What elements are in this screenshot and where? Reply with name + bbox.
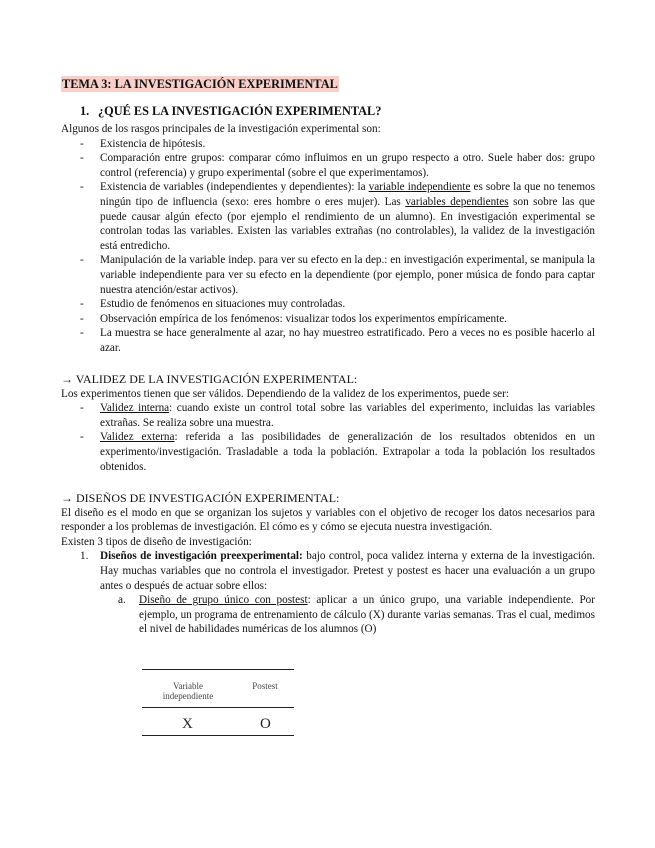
table-cell-x: X: [182, 716, 193, 732]
list-item: - Validez interna: cuando existe un control total sobre las variables del experimento, incluidas las variables extrañas. Se realiza sobre una muestra.: [61, 401, 595, 430]
list-item: - Estudio de fenómenos en situaciones muy controladas.: [61, 297, 595, 312]
term-preexperimental: Diseños de investigación preexperimental:: [100, 550, 303, 563]
section-1-list: [61, 137, 595, 356]
list-item: - Comparación entre grupos: comparar cómo influimos en un grupo respecto a otro. Suele haber dos: grupo control (referencia) y grupo experimental (sobre el que experimentamos).: [61, 151, 595, 180]
list-marker: 1.: [80, 550, 89, 563]
table-header-postest: Postest: [252, 681, 278, 691]
term-grupo-unico-postest: Diseño de grupo único con postest: [139, 594, 308, 607]
list-item: - La muestra se hace generalmente al azar, no hay muestreo estratificado. Pero a veces no es posible hacerlo al azar.: [61, 326, 595, 355]
section-2-body: [61, 372, 595, 474]
term-validez-externa: Validez externa: [100, 431, 175, 444]
list-item: - Existencia de hipótesis.: [61, 137, 595, 152]
table-cell-o: O: [260, 716, 271, 732]
section-3-body: [61, 491, 595, 637]
section-1-heading-text: ¿QUÉ ES LA INVESTIGACIÓN EXPERIMENTAL?: [98, 104, 382, 118]
section-2-heading: → VALIDEZ DE LA INVESTIGACIÓN EXPERIMENTAL:: [61, 372, 358, 386]
section-1-intro: Algunos de los rasgos principales de la investigación experimental son:: [61, 123, 381, 135]
list-item: - Observación empírica de los fenómenos: visualizar todos los experimentos empíricamente.: [61, 312, 595, 327]
sub-list: [100, 593, 595, 637]
section-1-number: 1.: [80, 104, 90, 118]
section-2-list: [61, 401, 595, 474]
table-top-rule: [142, 669, 294, 670]
section-1-heading: [80, 103, 381, 119]
design-table: [142, 669, 294, 737]
list-item: - Validez externa: referida a las posibilidades de generalización de los resultados obtenidos en un experimento/investigación. Trasladable a toda la población. Extrapolar a toda la población los resultados obtenidos.: [61, 430, 595, 474]
term-variable-independiente: variable independiente: [368, 181, 471, 194]
term-validez-interna: Validez interna: [100, 402, 170, 415]
section-3-types-intro: Existen 3 tipos de diseño de investigación:: [61, 535, 252, 548]
term-variables-dependientes: variables dependientes: [405, 195, 509, 208]
table-mid-rule: [142, 707, 294, 708]
list-item: a. Diseño de grupo único con postest: aplicar a un único grupo, una variable independiente. Por ejemplo, un programa de entrenamiento de cálculo (X) durante varias semanas. Tras el cual, medimos el nivel de habilidades numéricas de los alumnos (O): [118, 594, 595, 636]
list-item: - Existencia de variables (independientes y dependientes): la variable independiente es sobre la que no tenemos ningún tipo de influencia (sexo: eres hombre o eres mujer). Las variables dependientes son sobre las que puede causar algún efecto (por ejemplo el rendimiento de un alumno). En investigación experimental se controlan todas las variables. Existen las variables extrañas (no controlables), la validez de la investigación está entredicho.: [61, 180, 595, 253]
section-1-body: [61, 122, 595, 356]
section-2-intro: Los experimentos tienen que ser válidos. Dependiendo de la validez de los experimentos, puede ser:: [61, 387, 509, 400]
document-title: TEMA 3: LA INVESTIGACIÓN EXPERIMENTAL: [62, 77, 338, 91]
section-3-intro: El diseño es el modo en que se organizan los sujetos y variables con el objetivo de recoger los datos necesarios para responder a los problemas de investigación. El cómo es y cómo se ejecuta nuestra investigación.: [61, 506, 595, 534]
table-header-variable-independiente: Variable independiente: [162, 681, 214, 701]
list-item: - Manipulación de la variable indep. para ver su efecto en la dep.: en investigación experimental, se manipula la variable independiente para ver su efecto en la dependiente (por ejemplo, poner música de fondo para captar nuestra atención/estar activos).: [61, 253, 595, 297]
list-item: 1. Diseños de investigación preexperimental: bajo control, poca validez interna y externa de la investigación. Hay muchas variables que no controla el investigador. Pretest y postest es hacer una evaluación a un grupo antes o después de actuar sobre ellos: a. Diseño de grupo único con postest: aplicar a un único grupo, una variable independiente. Por ejemplo, un programa de entrenamiento de cálculo (X) durante varias semanas. Tras el cual, medimos el nivel de habilidades numéricas de los alumnos (O): [80, 550, 596, 636]
list-marker: a.: [118, 594, 126, 607]
design-types-list: [61, 549, 595, 637]
table-bottom-rule: [142, 735, 294, 736]
section-3-heading: → DISEÑOS DE INVESTIGACIÓN EXPERIMENTAL:: [61, 491, 340, 505]
